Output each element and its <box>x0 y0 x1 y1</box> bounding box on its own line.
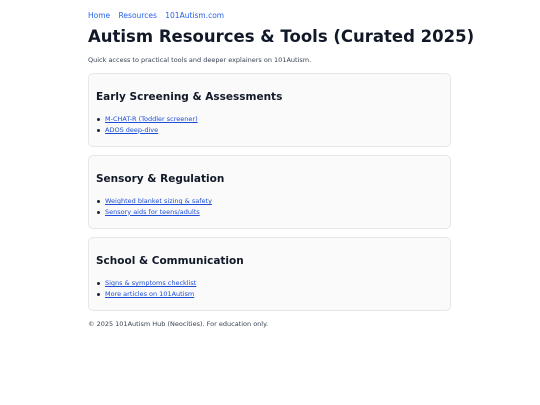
list-item <box>96 207 212 218</box>
section-link-list <box>96 114 198 135</box>
page-subtitle: Quick access to practical tools and deeper explainers on 101Autism. <box>88 56 312 64</box>
breadcrumb-home-link[interactable]: Home <box>88 11 111 20</box>
section-title: Early Screening & Assessments <box>96 91 283 103</box>
bullet-icon <box>97 293 100 296</box>
bullet-icon <box>97 211 100 214</box>
page-title: Autism Resources & Tools (Curated 2025) <box>88 27 475 46</box>
breadcrumb-101autism-link[interactable]: 101Autism.com <box>165 11 225 20</box>
mchat-r-link[interactable]: M-CHAT-R (Toddler screener) <box>105 115 198 123</box>
section-title: School & Communication <box>96 255 244 267</box>
section-link-list <box>96 278 196 299</box>
weighted-blanket-link[interactable]: Weighted blanket sizing & safety <box>105 197 212 205</box>
more-articles-link[interactable]: More articles on 101Autism <box>105 289 195 298</box>
list-item <box>96 278 196 289</box>
sensory-aids-link[interactable]: Sensory aids for teens/adults <box>105 207 200 216</box>
bullet-icon <box>97 129 100 132</box>
bullet-icon <box>97 118 100 121</box>
section-card-school <box>88 237 451 311</box>
bullet-icon <box>97 282 100 285</box>
footer-text: © 2025 101Autism Hub (Neocities). For education only. <box>88 320 269 328</box>
list-item <box>96 114 198 125</box>
bullet-icon <box>97 200 100 203</box>
ados-deep-dive-link[interactable]: ADOS deep-dive <box>105 125 159 134</box>
breadcrumb <box>88 11 230 21</box>
list-item <box>96 196 212 207</box>
list-item <box>96 289 196 300</box>
breadcrumb-resources-link[interactable]: Resources <box>118 11 157 20</box>
section-link-list <box>96 196 212 217</box>
section-card-sensory <box>88 155 451 229</box>
list-item <box>96 125 198 136</box>
section-title: Sensory & Regulation <box>96 173 225 185</box>
section-card-screening <box>88 73 451 147</box>
signs-symptoms-link[interactable]: Signs & symptoms checklist <box>105 279 197 287</box>
